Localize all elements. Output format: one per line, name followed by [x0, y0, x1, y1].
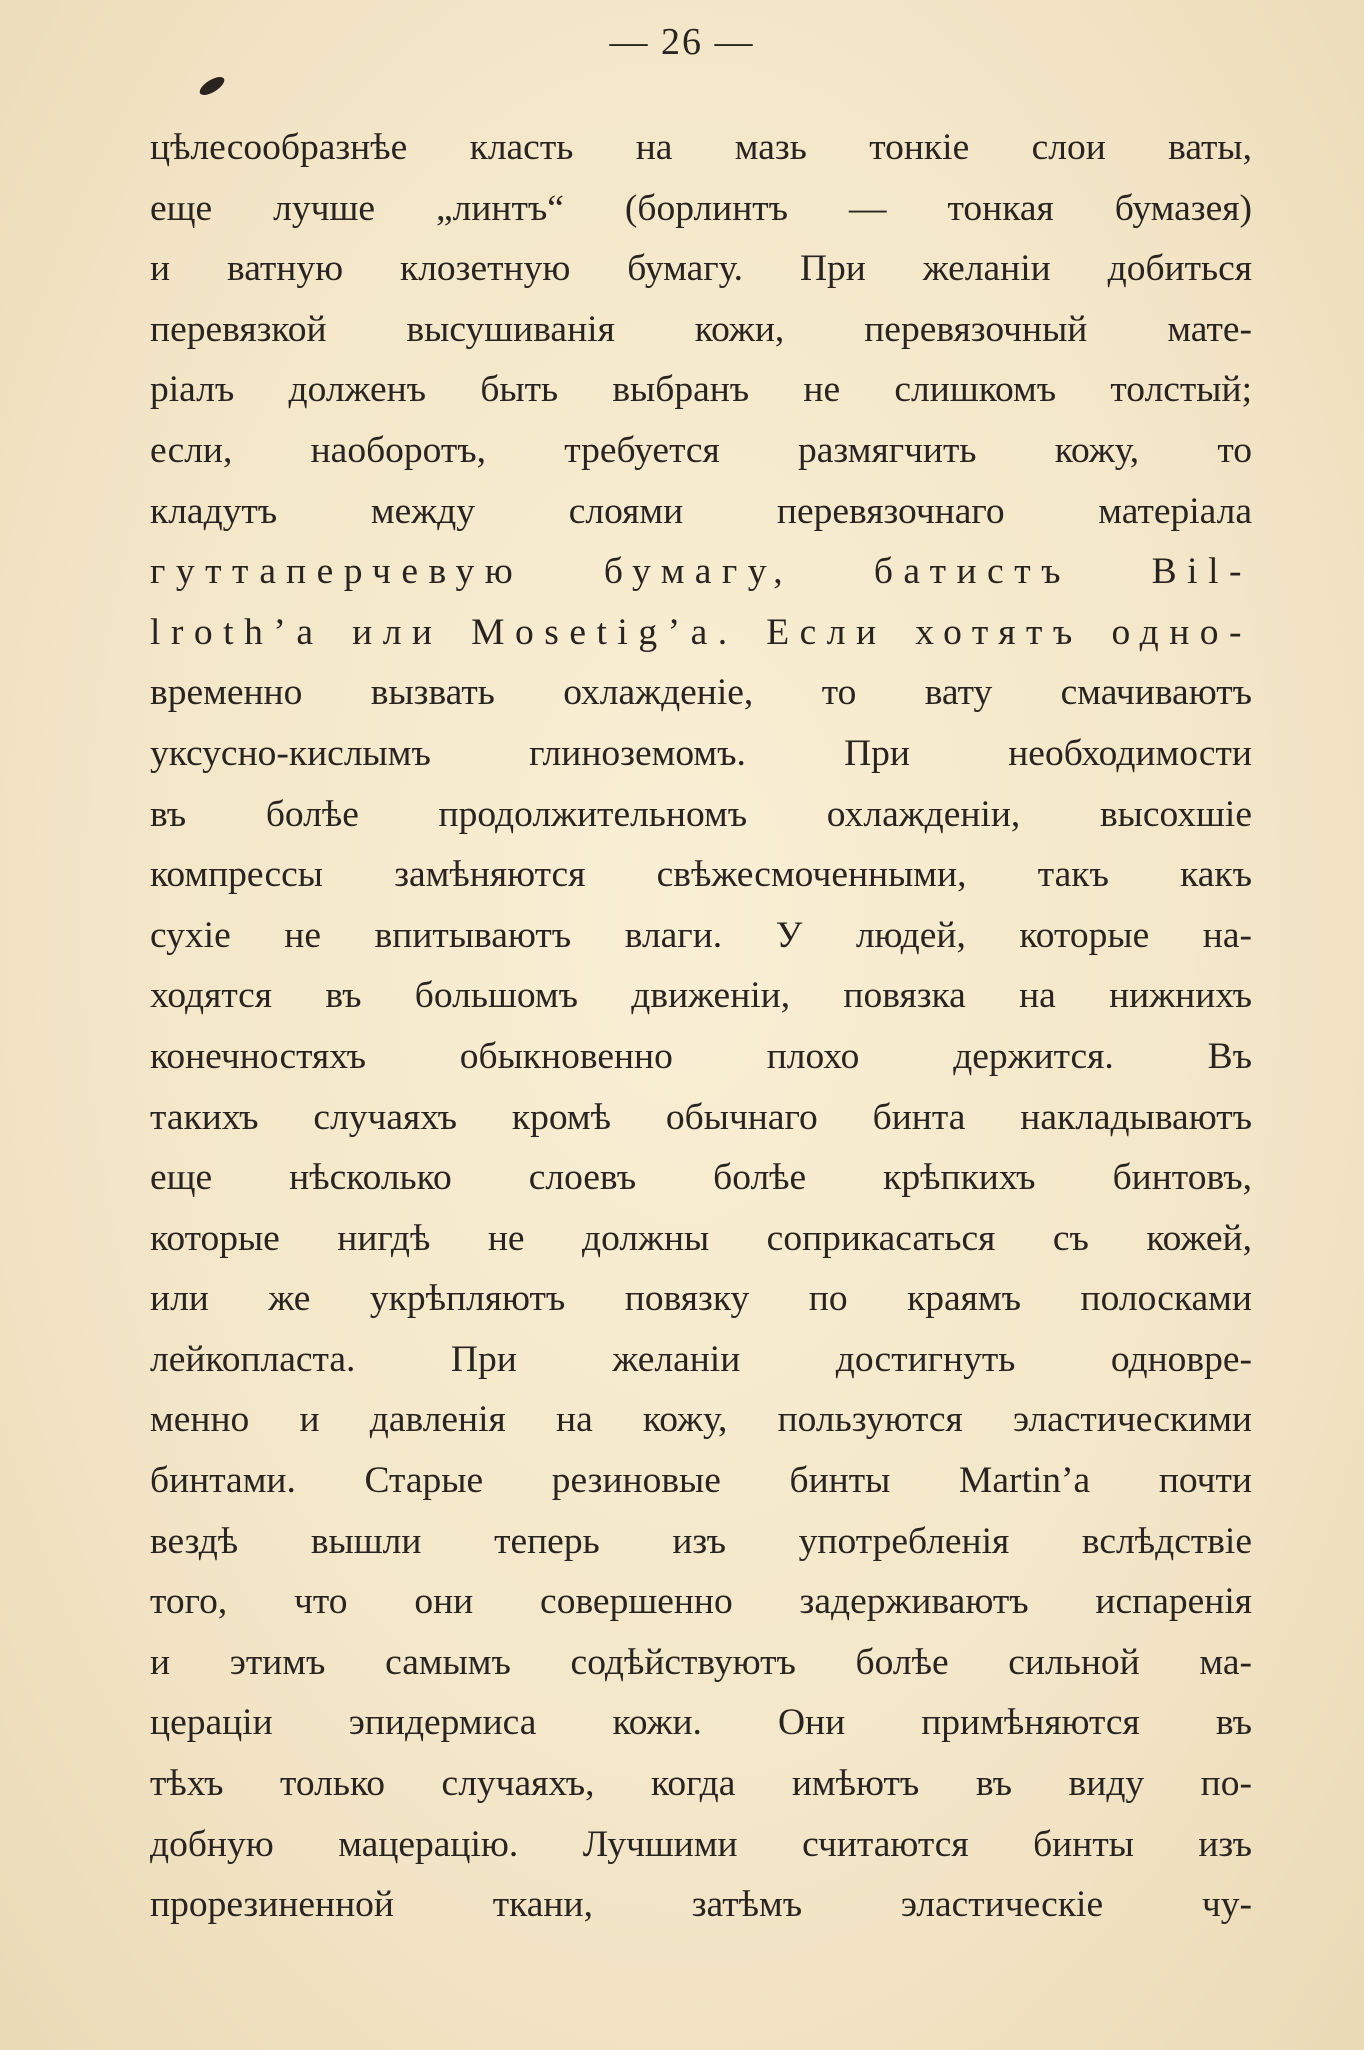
text-line: менно и давленія на кожу, пользуются эластическими: [150, 1399, 1252, 1441]
text-line: lroth’а или Mosetig’а. Если хотятъ одно-: [150, 611, 1252, 653]
text-line: въ болѣе продолжительномъ охлажденіи, высохшіе: [150, 793, 1252, 835]
page-number: — 26 —: [609, 21, 755, 63]
text-line: того, что они совершенно задерживаютъ испаренія: [150, 1581, 1252, 1623]
text-line: тѣхъ только случаяхъ, когда имѣютъ въ виду по-: [150, 1763, 1252, 1805]
text-line: цераціи эпидермиса кожи. Они примѣняются въ: [150, 1702, 1252, 1744]
text-line: ходятся въ большомъ движеніи, повязка на нижнихъ: [150, 975, 1252, 1017]
text-line: добную мацерацію. Лучшими считаются бинты изъ: [150, 1823, 1252, 1865]
text-line: цѣлесообразнѣе класть на мазь тонкіе слои ваты,: [150, 127, 1252, 168]
text-line: прорезиненной ткани, затѣмъ эластическіе чу-: [150, 1884, 1252, 1926]
body-text: [150, 118, 1252, 1936]
text-line: и ватную клозетную бумагу. При желаніи добиться: [150, 248, 1252, 290]
text-line: перевязкой высушиванія кожи, перевязочный мате-: [150, 308, 1252, 350]
text-line: ріалъ долженъ быть выбранъ не слишкомъ толстый;: [150, 369, 1252, 411]
text-line: такихъ случаяхъ кромѣ обычнаго бинта накладываютъ: [150, 1096, 1252, 1138]
text-line: кладутъ между слоями перевязочнаго матеріала: [150, 490, 1252, 532]
text-line: и этимъ самымъ содѣйствуютъ болѣе сильной ма-: [150, 1641, 1252, 1683]
text-line: или же укрѣпляютъ повязку по краямъ полосками: [150, 1278, 1252, 1320]
ink-mark: [197, 73, 227, 98]
text-line: гуттаперчевую бумагу, батистъ Bil-: [150, 551, 1252, 593]
text-line: временно вызвать охлажденіе, то вату смачиваютъ: [150, 672, 1252, 714]
text-line: вездѣ вышли теперь изъ употребленія вслѣдствіе: [150, 1520, 1252, 1562]
text-line: бинтами. Старые резиновые бинты Martin’а почти: [150, 1460, 1252, 1502]
text-line: если, наоборотъ, требуется размягчить кожу, то: [150, 429, 1252, 471]
text-line: компрессы замѣняются свѣжесмоченными, такъ какъ: [150, 854, 1252, 896]
text-line: еще нѣсколько слоевъ болѣе крѣпкихъ бинтовъ,: [150, 1157, 1252, 1199]
text-line: лейкопласта. При желаніи достигнуть одновре-: [150, 1338, 1252, 1380]
text-line: которые нигдѣ не должны соприкасаться съ кожей,: [150, 1217, 1252, 1259]
text-line: уксусно-кислымъ глиноземомъ. При необходимости: [150, 732, 1252, 774]
text-line: еще лучше „линтъ“ (борлинтъ — тонкая бумазея): [150, 187, 1252, 229]
text-line: сухіе не впитываютъ влаги. У людей, которые на-: [150, 914, 1252, 956]
text-line: конечностяхъ обыкновенно плохо держится. Въ: [150, 1035, 1252, 1077]
